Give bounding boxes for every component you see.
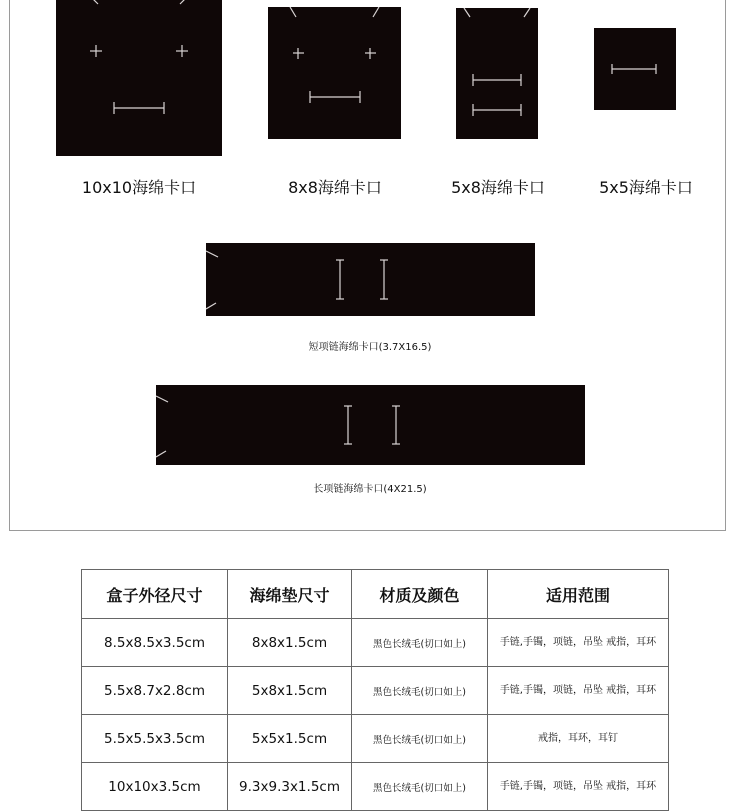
cell-material: 黑色长绒毛(切口如上) bbox=[352, 715, 488, 763]
cell-box-size: 5.5x8.7x2.8cm bbox=[82, 667, 228, 715]
table-header-row bbox=[82, 570, 669, 619]
header-material: 材质及颜色 bbox=[352, 570, 488, 619]
header-box-size: 盒子外径尺寸 bbox=[82, 570, 228, 619]
cell-scope: 戒指，耳环，耳钉 bbox=[488, 715, 669, 763]
cell-scope: 手链,手镯，项链，吊坠 戒指，耳环 bbox=[488, 619, 669, 667]
table-row bbox=[82, 763, 669, 811]
pad-long-necklace-caption: 长项链海绵卡口(4X21.5) bbox=[313, 484, 427, 495]
pad-5x8-image bbox=[456, 8, 538, 139]
cell-box-size: 10x10x3.5cm bbox=[82, 763, 228, 811]
table-row bbox=[82, 715, 669, 763]
pad-5x8-caption: 5x8海绵卡口 bbox=[451, 178, 545, 197]
pad-short-necklace-image bbox=[206, 243, 535, 316]
cell-pad-size: 9.3x9.3x1.5cm bbox=[228, 763, 352, 811]
cell-box-size: 5.5x5.5x3.5cm bbox=[82, 715, 228, 763]
cell-pad-size: 8x8x1.5cm bbox=[228, 619, 352, 667]
pad-short-necklace-caption: 短项链海绵卡口(3.7X16.5) bbox=[308, 342, 432, 353]
pad-5x5-caption: 5x5海绵卡口 bbox=[599, 178, 693, 197]
cell-scope: 手链,手镯，项链，吊坠 戒指，耳环 bbox=[488, 763, 669, 811]
table-row bbox=[82, 619, 669, 667]
pad-5x5-image bbox=[594, 28, 676, 110]
pad-long-necklace-image bbox=[156, 385, 585, 465]
cell-box-size: 8.5x8.5x3.5cm bbox=[82, 619, 228, 667]
cell-material: 黑色长绒毛(切口如上) bbox=[352, 667, 488, 715]
cell-pad-size: 5x8x1.5cm bbox=[228, 667, 352, 715]
cell-material: 黑色长绒毛(切口如上) bbox=[352, 619, 488, 667]
pad-10x10-image bbox=[56, 0, 222, 156]
pad-8x8-caption: 8x8海绵卡口 bbox=[288, 178, 382, 197]
cell-scope: 手链,手镯，项链，吊坠 戒指，耳环 bbox=[488, 667, 669, 715]
pad-8x8-image bbox=[268, 7, 401, 139]
header-scope: 适用范围 bbox=[488, 570, 669, 619]
table-row bbox=[82, 667, 669, 715]
cell-material: 黑色长绒毛(切口如上) bbox=[352, 763, 488, 811]
spec-table bbox=[81, 569, 669, 811]
cell-pad-size: 5x5x1.5cm bbox=[228, 715, 352, 763]
pad-10x10-caption: 10x10海绵卡口 bbox=[81, 178, 197, 197]
header-pad-size: 海绵垫尺寸 bbox=[228, 570, 352, 619]
